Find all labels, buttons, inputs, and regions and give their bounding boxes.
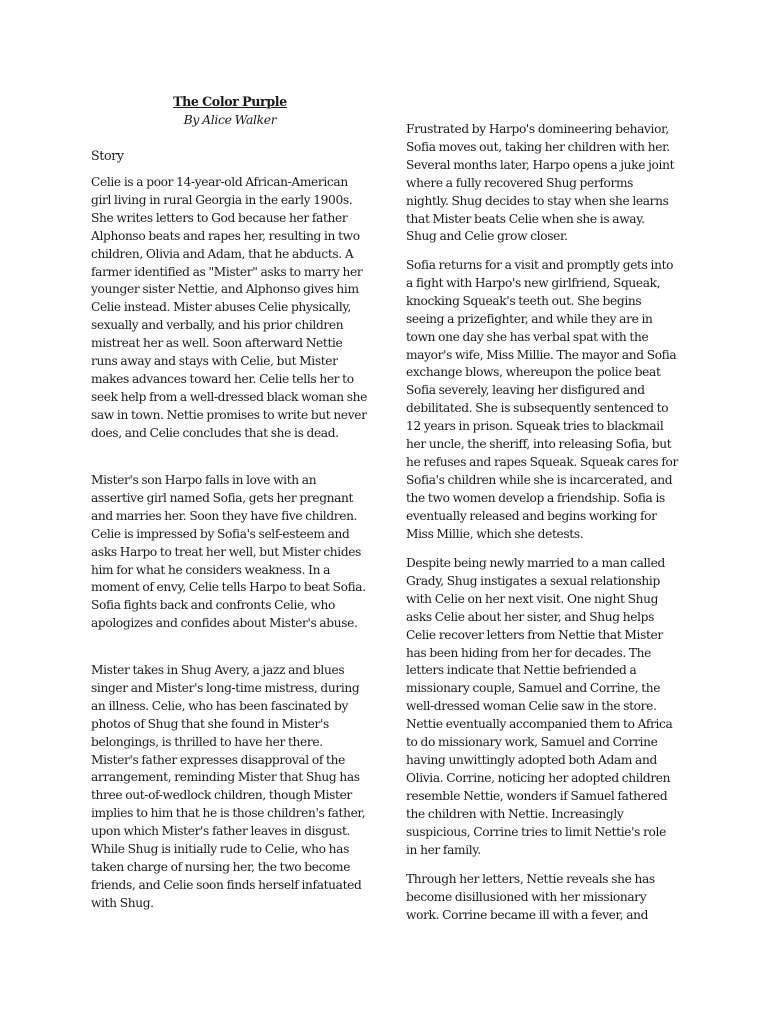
- section-heading: Story: [91, 148, 124, 163]
- document-title: The Color Purple: [173, 94, 287, 109]
- paragraph: Mister takes in Shug Avery, a jazz and blues singer and Mister's long-time mistress, during an illness. Celie, who has been fascinated by photos of Shug that she found in Mister's belongings, is thrilled to have her there. Mister's father expresses disapproval of the arrangement, reminding Mister that Shug has three out-of-wedlock children, though Mister implies to him that he is those children's father, upon which Mister's father leaves in disgust. While Shug is initially rude to Celie, who has taken charge of nursing her, the two become friends, and Celie soon finds herself infatuated with Shug.: [91, 663, 366, 910]
- paragraph: Despite being newly married to a man called Grady, Shug instigates a sexual relationship with Celie on her next visit. One night Shug asks Celie about her sister, and Shug helps Celie recover letters from Nettie that Mister has been hiding from her for decades. The letters indicate that Nettie befriended a missionary couple, Samuel and Corrine, the well-dressed woman Celie saw in the store. Nettie eventually accompanied them to Africa to do missionary work, Samuel and Corrine having unwittingly adopted both Adam and Olivia. Corrine, noticing her adopted children resemble Nettie, wonders if Samuel fathered the children with Nettie. Increasingly suspicious, Corrine tries to limit Nettie's role in her family.: [406, 556, 673, 857]
- paragraph: Sofia returns for a visit and promptly gets into a fight with Harpo's new girlfriend, Squeak, knocking Squeak's teeth out. She begins seeing a prizefighter, and while they are in town one day she has verbal spat with the mayor's wife, Miss Millie. The mayor and Sofia exchange blows, whereupon the police beat Sofia severely, leaving her disfigured and debilitated. She is subsequently sentenced to 12 years in prison. Squeak tries to blackmail her uncle, the sheriff, into releasing Sofia, but he refuses and rapes Squeak. Squeak cares for Sofia's children while she is incarcerated, and the two women develop a friendship. Sofia is eventually released and begins working for Miss Millie, which she detests.: [406, 258, 678, 541]
- paragraph: Mister's son Harpo falls in love with an assertive girl named Sofia, gets her pregnant and marries her. Soon they have five children. Celie is impressed by Sofia's self-esteem and asks Harpo to treat her well, but Mister chides him for what he considers weakness. In a moment of envy, Celie tells Harpo to beat Sofia. Sofia fights back and confronts Celie, who apologizes and confides about Mister's abuse.: [91, 473, 366, 631]
- paragraph: Through her letters, Nettie reveals she has become disillusioned with her missionary work. Corrine became ill with a fever, and: [406, 872, 655, 922]
- paragraph: Celie is a poor 14-year-old African-American girl living in rural Georgia in the early 1900s. She writes letters to God because her father Alphonso beats and rapes her, resulting in two children, Olivia and Adam, that he abducts. A farmer identified as "Mister" asks to marry her younger sister Nettie, and Alphonso gives him Celie instead. Mister abuses Celie physically, sexually and verbally, and his prior children mistreat her as well. Soon afterward Nettie runs away and stays with Celie, but Mister makes advances toward her. Celie tells her to seek help from a well-dressed black woman she saw in town. Nettie promises to write but never does, and Celie concludes that she is dead.: [91, 175, 368, 440]
- paragraph: Frustrated by Harpo's domineering behavior, Sofia moves out, taking her children with her. Several months later, Harpo opens a juke joint where a fully recovered Shug performs nightly. Shug decides to stay when she learns that Mister beats Celie when she is away. Shug and Celie grow closer.: [406, 122, 675, 244]
- author-byline: By Alice Walker: [183, 112, 277, 127]
